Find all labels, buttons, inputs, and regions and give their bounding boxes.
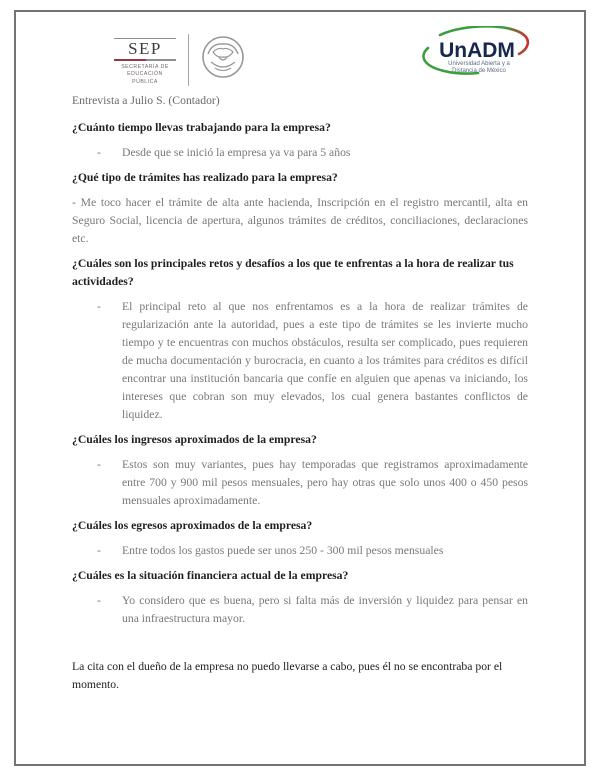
- question-3: ¿Cuáles son los principales retos y desafíos a los que te enfrentas a la hora de realizar tus actividades?: [72, 257, 514, 288]
- sep-acronym: SEP: [128, 39, 162, 58]
- answer-4: [72, 456, 528, 510]
- mexico-coat-of-arms-icon: [199, 30, 247, 88]
- unadm-subtitle-line2: Distancia de México: [452, 68, 506, 74]
- bullet-dash: -: [97, 458, 101, 471]
- question-5: ¿Cuáles los egresos aproximados de la empresa?: [72, 519, 313, 532]
- document-body: [72, 92, 528, 694]
- bullet-dash: -: [97, 146, 101, 159]
- unadm-acronym: UnADM: [439, 39, 515, 62]
- answer-6: [72, 592, 528, 628]
- answer-1-text: Desde que se inició la empresa ya va para 5 años: [122, 146, 351, 159]
- bullet-dash: -: [97, 544, 101, 557]
- answer-2-text: - Me toco hacer el trámite de alta ante hacienda, Inscripción en el registro mercantil, alta en Seguro Social, licencia de apertura, algunos trámites de créditos, conciliaciones, declaraciones etc.: [72, 196, 528, 245]
- question-4: ¿Cuáles los ingresos aproximados de la empresa?: [72, 433, 317, 446]
- question-1: ¿Cuánto tiempo llevas trabajando para la empresa?: [72, 121, 331, 134]
- answer-1: [72, 144, 528, 162]
- answer-4-text: Estos son muy variantes, pues hay temporadas que registramos aproximadamente entre 700 y 900 mil pesos mensuales, pero hay otras que solo unos 400 o 450 pesos mensuales aproximadamente.: [122, 458, 528, 507]
- sep-logo: [114, 30, 247, 88]
- answer-3: [72, 298, 528, 424]
- sep-logo-divider: [188, 34, 189, 86]
- unadm-subtitle-line1: Universidad Abierta y a: [448, 61, 510, 67]
- answer-5-text: Entre todos los gastos puede ser unos 250 - 300 mil pesos mensuales: [122, 544, 444, 557]
- question-2: ¿Qué tipo de trámites has realizado para la empresa?: [72, 171, 338, 184]
- answer-3-text: El principal reto al que nos enfrentamos es a la hora de realizar trámites de regularización ante la autoridad, pues a este tipo de trámites se les invierte mucho tiempo y te encuentras con muchos obstáculos, resulta ser complicado, pues requieren de mucha documentación y burocracia, en cuanto a los trámites para créditos es difícil encontrar una institución bancaria que confíe en alguien que apenas va iniciando, los intereses que cobran son muy elevados, los cual genera bastantes conflictos de liquidez.: [122, 300, 528, 421]
- bullet-dash: -: [97, 594, 101, 607]
- answer-6-text: Yo considero que es buena, pero si falta más de inversión y liquidez para pensar en una infraestructura mayor.: [122, 594, 528, 625]
- unadm-logo: [416, 26, 538, 82]
- sep-subtitle-line1: SECRETARÍA DE: [121, 63, 169, 70]
- page-border: [14, 10, 586, 766]
- document-title: Entrevista a Julio S. (Contador): [72, 94, 220, 107]
- question-6: ¿Cuáles es la situación financiera actual de la empresa?: [72, 569, 349, 582]
- sep-subtitle-line2: EDUCACIÓN PÚBLICA: [127, 71, 163, 85]
- closing-note: La cita con el dueño de la empresa no puedo llevarse a cabo, pues él no se encontraba por el momento.: [72, 660, 503, 691]
- sep-logo-text: [114, 30, 176, 86]
- bullet-dash: -: [97, 300, 101, 313]
- answer-5: [72, 542, 528, 560]
- sep-bottom-rule: [114, 59, 176, 61]
